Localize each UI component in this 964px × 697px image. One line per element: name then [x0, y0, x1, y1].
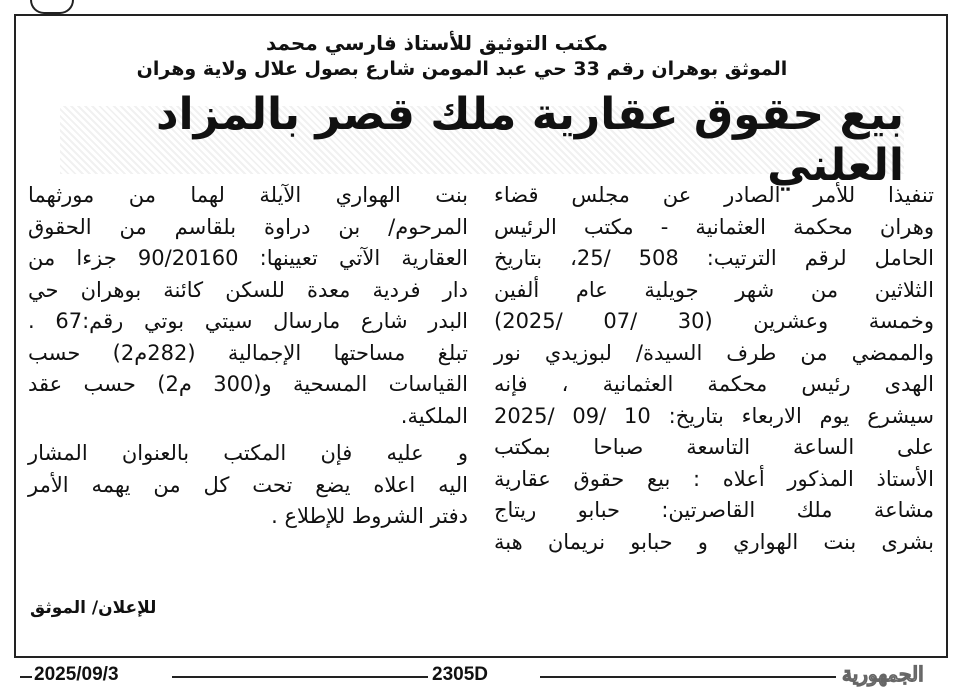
office-name: مكتب التوثيق للأستاذ فارسي محمد — [265, 31, 609, 55]
text-line: الملكية. — [400, 403, 468, 428]
text-line: بنت الهواري الآيلة لهما من مورثهما — [28, 183, 468, 207]
footer-rule — [172, 676, 428, 678]
text-line: و عليه فإن المكتب بالعنوان المشار — [28, 441, 468, 465]
footer-rule — [20, 676, 32, 678]
newspaper-logo: الجمهورية — [842, 662, 924, 686]
text-line: تبلغ مساحتها الإجمالية (282م2) حسب — [28, 340, 468, 365]
text-line: اليه اعلاه يضع تحت كل من يهمه الأمر — [28, 472, 468, 497]
text-line: مشاعة ملك القاصرتين: حبابو ريتاج — [494, 498, 934, 522]
text-line: على الساعة التاسعة صباحا بمكتب — [494, 435, 934, 459]
footer — [0, 660, 964, 690]
top-ornament — [30, 0, 74, 14]
office-address: الموثق بوهران رقم 33 حي عبد المومن شارع بصول علال ولاية وهران — [136, 58, 788, 80]
text-line: دار فردية معدة للسكن كائنة بوهران حي — [28, 277, 468, 302]
text-line: وهران محكمة العثمانية - مكتب الرئيس — [494, 214, 934, 239]
header — [20, 30, 944, 82]
announcement-title: بيع حقوق عقارية ملك قصر بالمزاد العلني — [60, 106, 904, 174]
signoff: للإعلان/ الموثق — [30, 598, 157, 618]
text-line: الأستاذ المذكور أعلاه : بيع حقوق عقارية — [494, 466, 934, 491]
text-line: البدر شارع مارسال سيتي بوتي رقم:67 . — [28, 309, 468, 333]
right-column — [494, 180, 934, 558]
left-column — [28, 180, 468, 533]
text-line: بشرى بنت الهواري و حبابو نريمان هبة — [494, 529, 934, 554]
text-line: تنفيذا للأمر الصادر عن مجلس قضاء — [494, 183, 934, 207]
left-column-paragraph-1 — [28, 180, 468, 432]
publication-date: 2025/09/3 — [34, 664, 119, 685]
text-line: الحامل لرقم الترتيب: 508 /25، بتاريخ — [494, 246, 934, 270]
text-line: المرحوم/ بن دراوة بلقاسم من الحقوق — [28, 214, 468, 239]
text-line: العقارية الآتي تعيينها: 90/20160 جزءا من — [28, 246, 468, 270]
announcement-code: 2305D — [432, 664, 488, 685]
right-column-text — [494, 180, 934, 558]
text-line: القياسات المسحية و(300 م2) حسب عقد — [28, 372, 468, 396]
text-line: والممضي من طرف السيدة/ لبوزيدي نور — [494, 340, 934, 365]
text-line: دفتر الشروط للإطلاع . — [271, 504, 468, 528]
left-column-paragraph-2 — [28, 438, 468, 533]
footer-rule — [540, 676, 836, 678]
text-line: الثلاثين من شهر جويلية عام ألفين — [494, 277, 934, 302]
text-line: سيشرع يوم الاربعاء بتاريخ: 10 /09 /2025 — [494, 403, 934, 428]
text-line: الهدى رئيس محكمة العثمانية ، فإنه — [494, 372, 934, 396]
text-line: وخمسة وعشرين (30 /07 /2025) — [494, 309, 934, 333]
